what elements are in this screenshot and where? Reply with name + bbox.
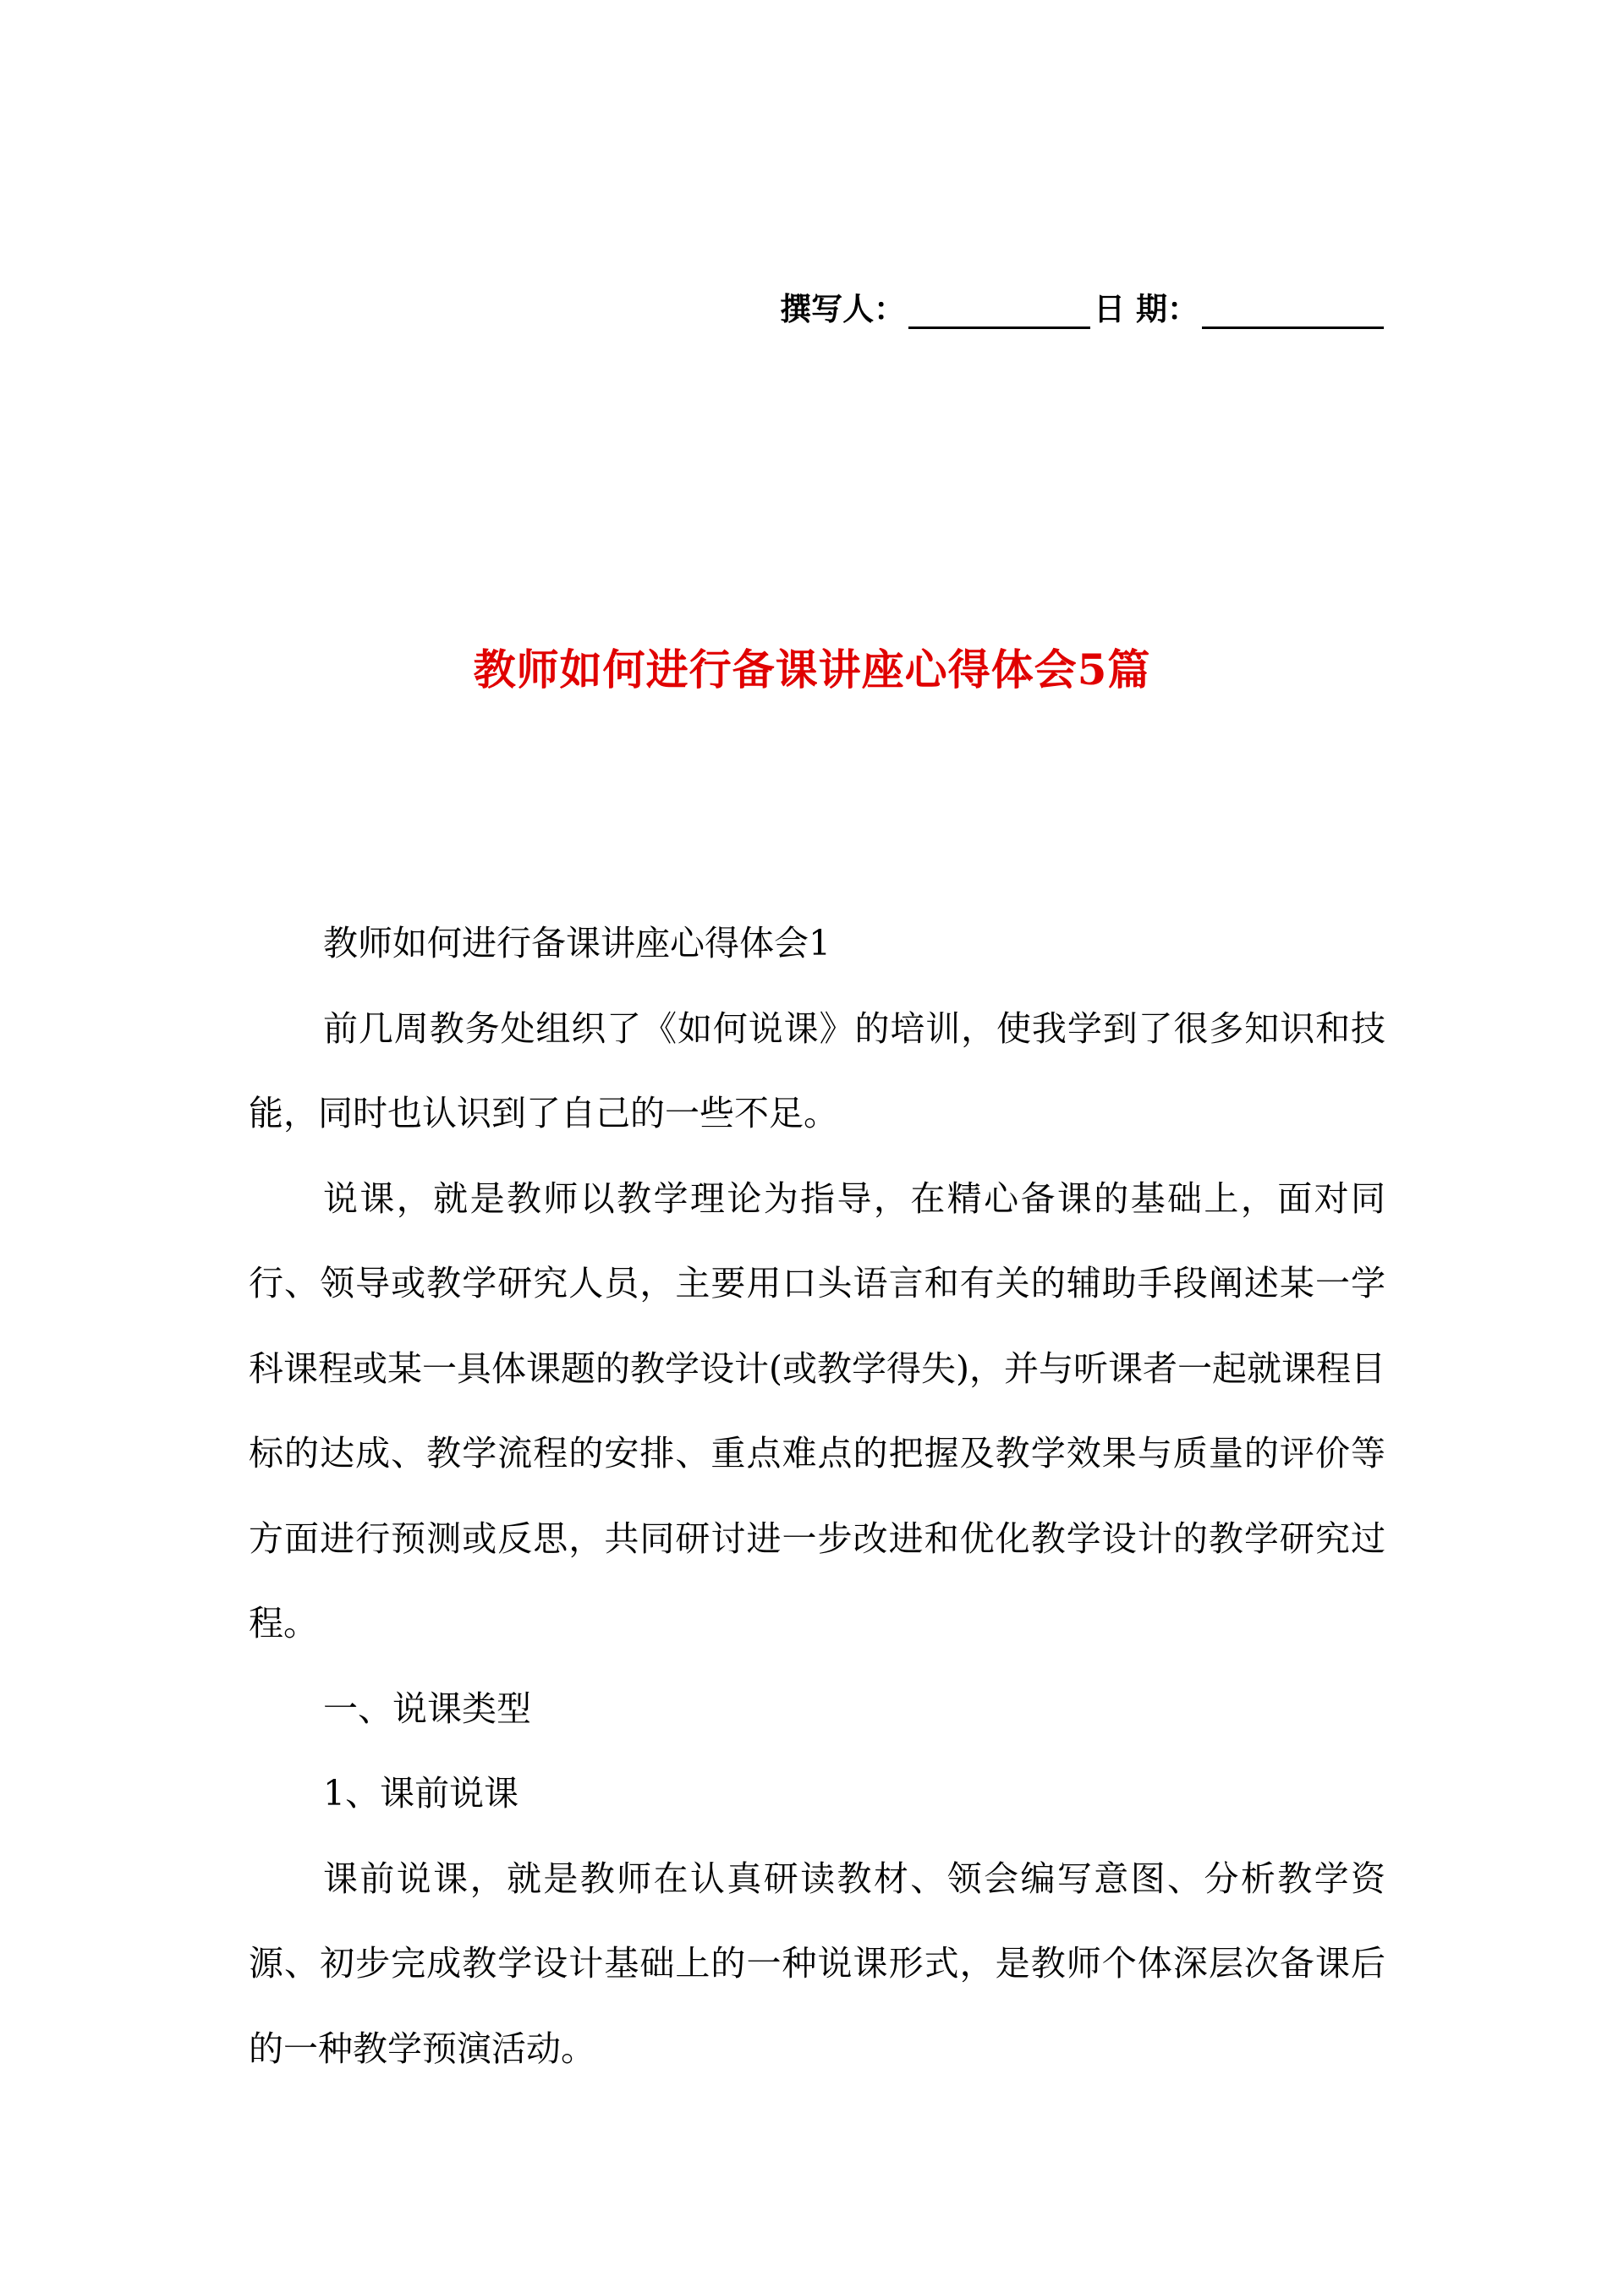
author-blank [908, 298, 1090, 329]
section-heading: 教师如何进行备课讲座心得体会1 [323, 923, 831, 963]
date-label: 日 期： [1094, 290, 1199, 327]
date-blank [1202, 298, 1384, 329]
subheading: 一、说课类型 [323, 1688, 531, 1729]
body-paragraph: 说课，就是教师以教学理论为指导，在精心备课的基础上，面对同行、领导或教学研究人员，主要用口头语言和有关的辅助手段阐述某一学科课程或某一具体课题的教学设计(或教学得失)，并与听课者一起就课程目标的达成、教学流程的安排、重点难点的把握及教学效果与质量的评价等方面进行预测或反思，共同研讨进一步改进和优化教学设计的教学研究过程。 [249, 1177, 1385, 1644]
subheading: 1、课前说课 [323, 1773, 519, 1814]
author-label: 撰写人： [780, 290, 906, 327]
author-date-line [780, 283, 1387, 329]
document-body [249, 901, 1385, 2091]
document-title: 教师如何进行备课讲座心得体会5篇 [473, 645, 1151, 694]
body-paragraph: 课前说课，就是教师在认真研读教材、领会编写意图、分析教学资源、初步完成教学设计基础上的一种说课形式，是教师个体深层次备课后的一种教学预演活动。 [249, 1858, 1385, 2069]
body-paragraph: 前几周教务处组织了《如何说课》的培训，使我学到了很多知识和技能，同时也认识到了自己的一些不足。 [249, 1007, 1385, 1133]
